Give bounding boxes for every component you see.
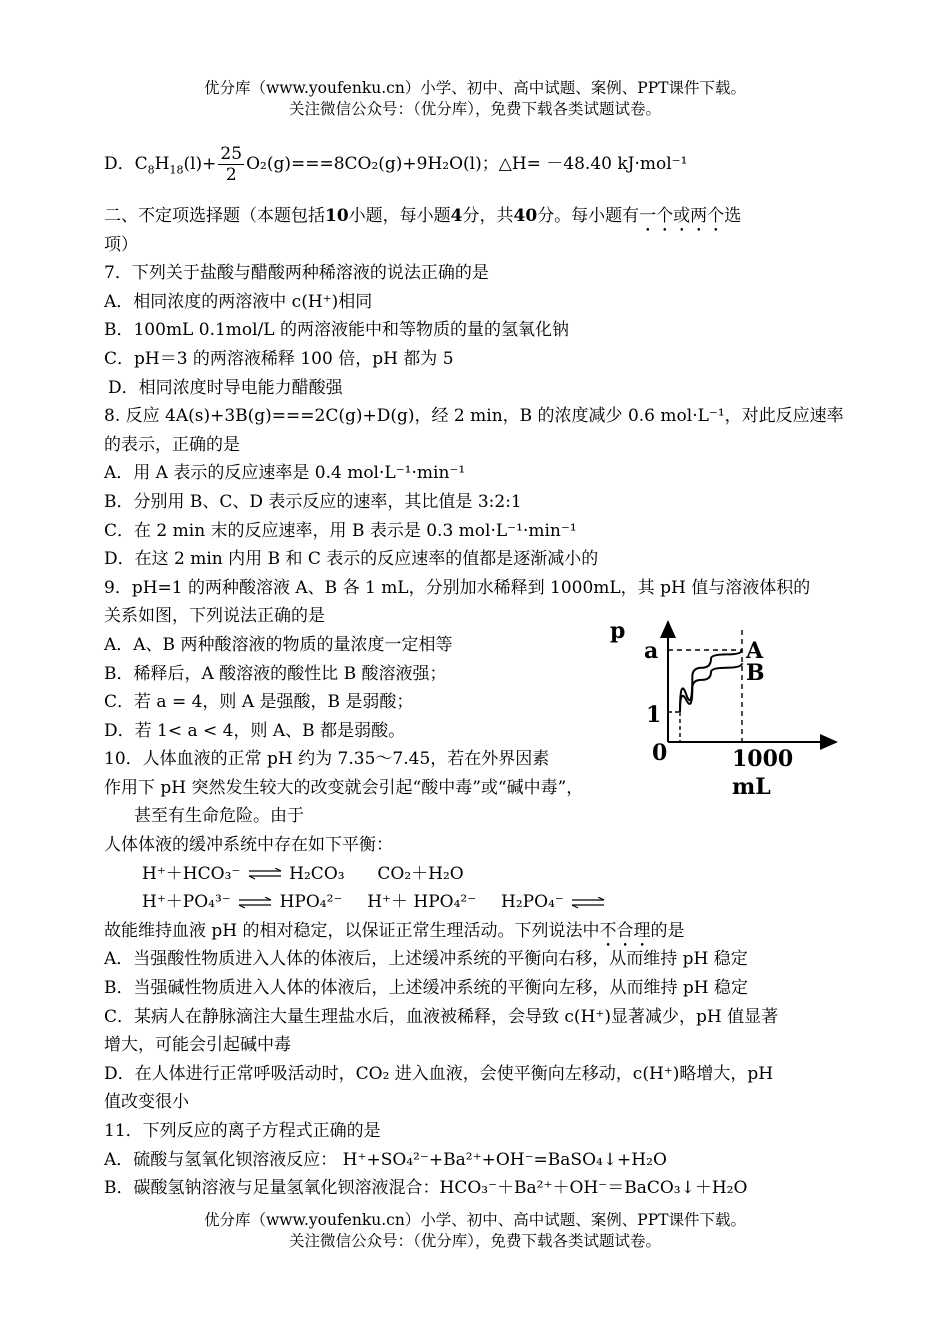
q6-option-d: D．$C_8H_{18}(l)+$ $\frac{25}{2}$ O₂(g)===8CO₂(g)+9H₂O(l)；△H= －48.40 kJ·mol⁻¹	[104, 144, 688, 185]
equilibrium-2: H⁺＋PO₄³⁻ HPO₄²⁻ H⁺＋ HPO₄²⁻ H₂PO₄⁻	[104, 888, 854, 917]
q10-option-d: D．在人体进行正常呼吸活动时，CO₂ 进入血液，会使平衡向左移动，c(H⁺)略增大，pH	[104, 1063, 774, 1084]
fraction: $\frac{25}{2}$	[220, 144, 243, 185]
footer-line-1: 优分库（www.youfenku.cn）小学、初中、高中试题、案例、PPT课件下载。	[203, 1211, 747, 1229]
curve-b	[680, 663, 742, 712]
q7-stem: 7．下列关于盐酸与醋酸两种稀溶液的说法正确的是	[104, 263, 489, 284]
y-tick-1: 1	[646, 702, 662, 728]
q10-stem-2: 作用下 pH 突然发生较大的改变就会引起“酸中毒”或“碱中毒”，	[104, 777, 584, 798]
reversible-arrow-icon	[571, 897, 605, 909]
ph-volume-chart	[606, 612, 846, 802]
q10-option-c-cont: 增大，可能会引起碱中毒	[104, 1035, 291, 1056]
curve-a	[680, 650, 742, 712]
origin-label: 0	[652, 740, 668, 766]
equilibrium-1: H⁺＋HCO₃⁻ H₂CO₃ CO₂＋H₂O	[142, 863, 464, 884]
y-tick-a: a	[644, 638, 659, 664]
section-2-title: 二、不定项选择题（本题包括10小题，每小题4分，共40分。每小题有一个或两个选	[104, 206, 742, 226]
q10-option-b: B．当强碱性物质进入人体的体液后，上述缓冲系统的平衡向左移，从而维持 pH 稳定	[104, 978, 749, 999]
q7-option-c: C．pH＝3 的两溶液稀释 100 倍，pH 都为 5	[104, 348, 454, 369]
emphasis-text: 不合理	[599, 920, 651, 941]
q10-stem-4: 人体体液的缓冲系统中存在如下平衡：	[104, 835, 393, 856]
q9-option-b: B．稀释后，A 酸溶液的酸性比 B 酸溶液强；	[104, 663, 447, 684]
emphasis-text: 一个或两个	[639, 206, 725, 226]
y-axis-label: p	[610, 618, 626, 644]
q9-stem: 9．pH=1 的两种酸溶液 A、B 各 1 mL，分别加水稀释到 1000mL，其 pH 值与溶液体积的	[104, 577, 811, 598]
x-tick-1000: 1000	[732, 746, 794, 772]
q7-option-a: A．相同浓度的两溶液中 c(H⁺)相同	[104, 291, 373, 312]
q10-stem: 10．人体血液的正常 pH 约为 7.35～7.45，若在外界因素	[104, 749, 550, 770]
q7-option-b: B．100mL 0.1mol/L 的两溶液能中和等物质的量的氢氧化钠	[104, 320, 570, 341]
curve-b-label: B	[746, 660, 765, 686]
page-footer	[0, 1210, 950, 1252]
q11-stem: 11．下列反应的离子方程式正确的是	[104, 1121, 381, 1141]
curve-a-label: A	[746, 638, 764, 664]
footer-line-2: 关注微信公众号：（优分库），免费下载各类试题试卷。	[288, 1232, 661, 1250]
q9-option-a: A．A、B 两种酸溶液的物质的量浓度一定相等	[104, 634, 453, 655]
q9-stem-cont: 关系如图，下列说法正确的是	[104, 606, 325, 627]
q10-option-d-cont: 值改变很小	[104, 1092, 189, 1113]
q8-option-b: B．分别用 B、C、D 表示反应的速率，其比值是 3:2:1	[104, 491, 522, 512]
q8-option-a: A．用 A 表示的反应速率是 0.4 mol·L⁻¹·min⁻¹	[104, 463, 466, 484]
q8-stem: 8. 反应 4A(s)+3B(g)===2C(g)+D(g)，经 2 min，B 的浓度减少 0.6 mol·L⁻¹，对此反应速率	[104, 406, 844, 427]
q10-option-a: A．当强酸性物质进入人体的体液后，上述缓冲系统的平衡向右移，从而维持 pH 稳定	[104, 949, 748, 970]
q7-option-d: D．相同浓度时导电能力醋酸强	[108, 377, 343, 398]
q10-stem-3: 甚至有生命危险。由于	[134, 806, 304, 827]
q9-option-d: D．若 1< a < 4，则 A、B 都是弱酸。	[104, 720, 406, 741]
section-2-title-cont: 项）	[104, 234, 138, 255]
header-line-2: 关注微信公众号：（优分库），免费下载各类试题试卷。	[288, 100, 661, 118]
header-line-1: 优分库（www.youfenku.cn）小学、初中、高中试题、案例、PPT课件下载。	[203, 79, 747, 97]
reversible-arrow-icon	[248, 868, 282, 880]
q8-option-c: C．在 2 min 末的反应速率，用 B 表示是 0.3 mol·L⁻¹·min⁻¹	[104, 520, 577, 541]
q9-option-c: C．若 a = 4，则 A 是强酸，B 是弱酸；	[104, 692, 414, 713]
q10-stem-5: 故能维持血液 pH 的相对稳定，以保证正常生理活动。下列说法中不合理的是	[104, 920, 685, 941]
x-axis-unit: mL	[732, 774, 771, 800]
q8-stem-cont: 的表示，正确的是	[104, 434, 240, 455]
reversible-arrow-icon	[238, 897, 272, 909]
q11-option-a: A．硫酸与氢氧化钡溶液反应： H⁺+SO₄²⁻+Ba²⁺+OH⁻=BaSO₄↓+H₂O	[104, 1149, 667, 1170]
q8-option-d: D．在这 2 min 内用 B 和 C 表示的反应速率的值都是逐渐减小的	[104, 549, 599, 570]
q10-option-c: C．某病人在静脉滴注大量生理盐水后，血液被稀释，会导致 c(H⁺)显著减少，pH 值显著	[104, 1006, 779, 1027]
page-header	[0, 78, 950, 120]
q11-option-b: B．碳酸氢钠溶液与足量氢氧化钡溶液混合：HCO₃⁻＋Ba²⁺＋OH⁻＝BaCO₃↓＋H₂O	[104, 1178, 748, 1199]
